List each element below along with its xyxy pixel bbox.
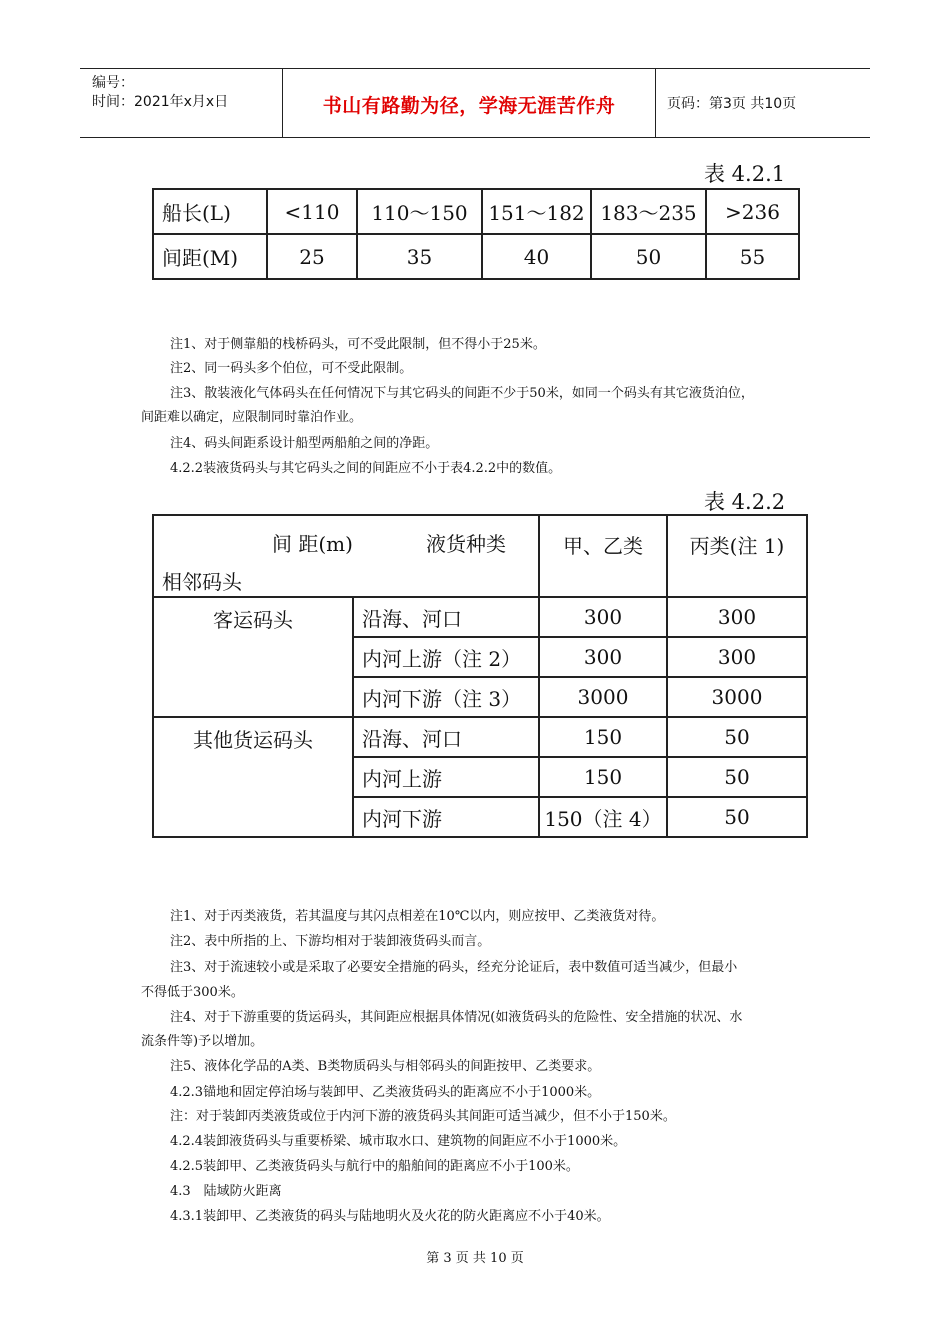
note-line: 注1、对于丙类液货，若其温度与其闪点相差在10℃以内，则应按甲、乙类液货对待。 xyxy=(170,909,665,924)
table-corner-header xyxy=(153,515,539,597)
table-row xyxy=(153,189,799,234)
document-time: 时间：2021年x月x日 xyxy=(92,94,229,110)
table-cell: 150（注 4） xyxy=(539,797,667,837)
table-row xyxy=(153,597,807,637)
table-cell: 沿海、河口 xyxy=(353,717,539,757)
liquid-cargo-wharf-spacing-table xyxy=(152,514,808,838)
note-line: 注1、对于侧靠船的栈桥码头，可不受此限制，但不得小于25米。 xyxy=(170,337,546,352)
table-cell: 183～235 xyxy=(591,189,706,234)
page-footer: 第 3 页 共 10 页 xyxy=(426,1251,524,1266)
table-cell: 50 xyxy=(591,234,706,279)
table-cell: 55 xyxy=(706,234,799,279)
note-line: 注5、液体化学品的A类、B类物质码头与相邻码头的间距按甲、乙类要求。 xyxy=(170,1059,601,1074)
row-group-label: 其他货运码头 xyxy=(153,717,353,837)
table-cell: 300 xyxy=(667,637,807,677)
table-cell: 150 xyxy=(539,717,667,757)
row-group-label: 客运码头 xyxy=(153,597,353,717)
table-cell: 300 xyxy=(667,597,807,637)
note-line: 间距难以确定，应限制同时靠泊作业。 xyxy=(141,410,363,425)
table-row xyxy=(153,234,799,279)
table-cell: 50 xyxy=(667,797,807,837)
table-cell: 300 xyxy=(539,637,667,677)
table-cell: 150 xyxy=(539,757,667,797)
header-motto: 书山有路勤为径，学海无涯苦作舟 xyxy=(322,95,616,117)
note-line: 注4、码头间距系设计船型两船舶之间的净距。 xyxy=(170,436,439,451)
table-cell: 船长(L) xyxy=(153,189,267,234)
table-cell: 内河下游（注 3） xyxy=(353,677,539,717)
note-line: 注3、散装液化气体码头在任何情况下与其它码头的间距不少于50米，如同一个码头有其它液货泊位， xyxy=(170,386,754,401)
note-line: 4.2.4装卸液货码头与重要桥梁、城市取水口、建筑物的间距应不小于1000米。 xyxy=(170,1134,627,1149)
header-motto-cell xyxy=(282,69,656,137)
table1-caption: 表 4.2.1 xyxy=(704,162,786,186)
note-line: 注3、对于流速较小或是采取了必要安全措施的码头，经充分论证后，表中数值可适当减少，但最小 xyxy=(170,960,738,975)
table-cell: 25 xyxy=(267,234,357,279)
corner-cargo-label: 液货种类 xyxy=(426,532,506,556)
table-row xyxy=(153,515,807,597)
document-number: 编号： xyxy=(92,75,134,91)
column-header: 丙类(注 1) xyxy=(667,515,807,597)
note-line: 流条件等)予以增加。 xyxy=(141,1034,264,1049)
corner-adjacent-label: 相邻码头 xyxy=(162,570,242,594)
table-cell: <110 xyxy=(267,189,357,234)
table-cell: 50 xyxy=(667,757,807,797)
note-line: 注2、同一码头多个伯位，可不受此限制。 xyxy=(170,361,413,376)
table-cell: 35 xyxy=(357,234,482,279)
section-heading: 4.3 陆域防火距离 xyxy=(170,1184,282,1199)
note-line: 4.2.5装卸甲、乙类液货码头与航行中的船舶间的距离应不小于100米。 xyxy=(170,1159,579,1174)
table-cell: 3000 xyxy=(667,677,807,717)
header-meta xyxy=(80,69,282,137)
header-page-cell xyxy=(655,69,870,137)
table-cell: 间距(M) xyxy=(153,234,267,279)
page-header xyxy=(80,68,870,138)
table-cell: >236 xyxy=(706,189,799,234)
table2-caption: 表 4.2.2 xyxy=(704,490,786,514)
column-header: 甲、乙类 xyxy=(539,515,667,597)
note-line: 4.3.1装卸甲、乙类液货的码头与陆地明火及火花的防火距离应不小于40米。 xyxy=(170,1209,610,1224)
note-line: 4.2.2装液货码头与其它码头之间的间距应不小于表4.2.2中的数值。 xyxy=(170,461,562,476)
table-cell: 沿海、河口 xyxy=(353,597,539,637)
table-row xyxy=(153,717,807,757)
table-cell: 110～150 xyxy=(357,189,482,234)
note-line: 注：对于装卸丙类液货或位于内河下游的液货码头其间距可适当减少，但不小于150米。 xyxy=(170,1109,676,1124)
note-line: 不得低于300米。 xyxy=(141,985,244,1000)
corner-spacing-label: 间 距(m) xyxy=(272,532,353,556)
table-cell: 50 xyxy=(667,717,807,757)
table-cell: 内河上游（注 2） xyxy=(353,637,539,677)
header-page-info: 页码：第3页 共10页 xyxy=(667,96,797,112)
ship-length-spacing-table xyxy=(152,188,800,280)
table-cell: 3000 xyxy=(539,677,667,717)
table-cell: 300 xyxy=(539,597,667,637)
note-line: 注2、表中所指的上、下游均相对于装卸液货码头而言。 xyxy=(170,934,491,949)
table-cell: 内河下游 xyxy=(353,797,539,837)
table-cell: 40 xyxy=(482,234,591,279)
note-line: 注4、对于下游重要的货运码头，其间距应根据具体情况(如液货码头的危险性、安全措施的状况、水 xyxy=(170,1010,743,1025)
note-line: 4.2.3锚地和固定停泊场与装卸甲、乙类液货码头的距离应不小于1000米。 xyxy=(170,1085,601,1100)
table-cell: 内河上游 xyxy=(353,757,539,797)
table-cell: 151～182 xyxy=(482,189,591,234)
